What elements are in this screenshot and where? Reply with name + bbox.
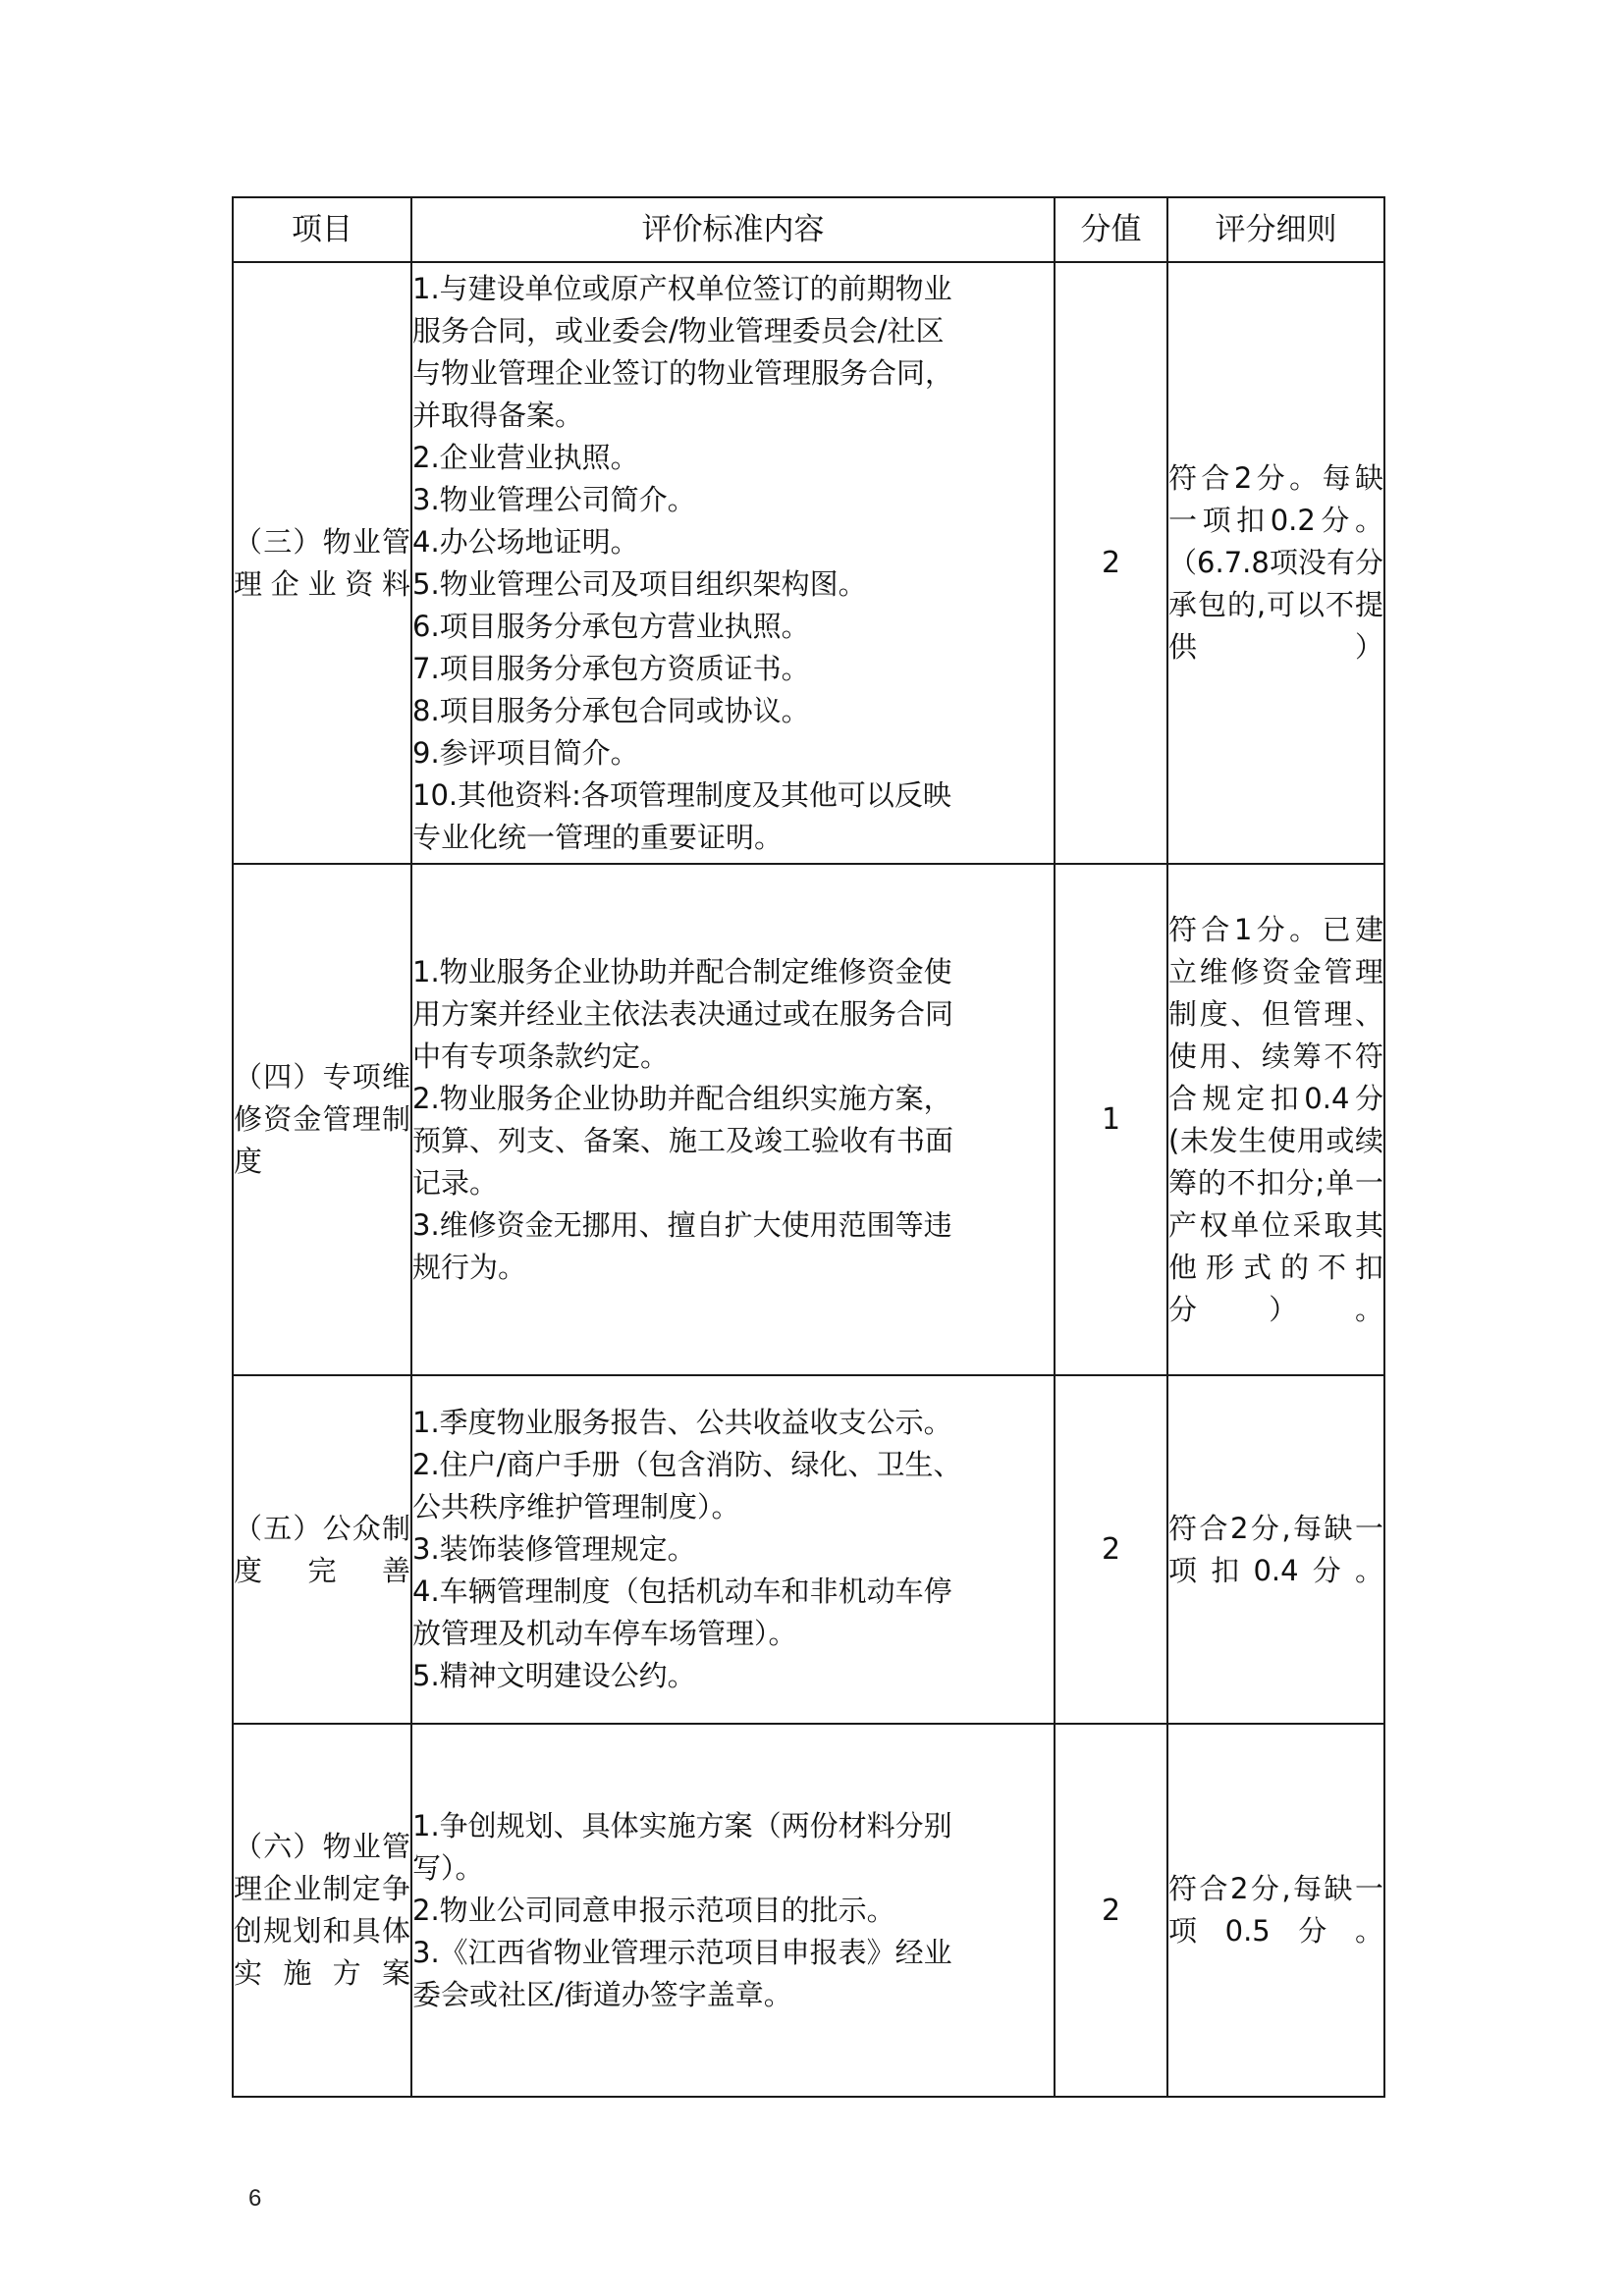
criteria-line: 8.项目服务分承包合同或协议。 [412, 693, 810, 727]
header-item: 项目 [233, 197, 411, 262]
criteria-line: 3.装饰装修管理规定。 [412, 1532, 696, 1566]
score-cell: 2 [1055, 262, 1167, 864]
criteria-line: 用方案并经业主依法表决通过或在服务合同 [412, 996, 954, 1031]
criteria-line: 3.物业管理公司简介。 [412, 482, 696, 516]
criteria-cell [411, 864, 1055, 1375]
item-cell [233, 864, 411, 1375]
table-row [233, 262, 1384, 864]
header-criteria: 评价标准内容 [411, 197, 1055, 262]
criteria-cell [411, 1724, 1055, 2097]
criteria-line: 记录。 [412, 1165, 499, 1200]
criteria-line: 并取得备案。 [412, 398, 584, 432]
criteria-line: 1.季度物业服务报告、公共收益收支公示。 [412, 1406, 952, 1439]
evaluation-table [232, 196, 1385, 2098]
rule-text: 符合2分。每缺一项扣0.2分。（6.7.8项没有分承包的,可以不提供） [1168, 461, 1383, 664]
criteria-line: 7.项目服务分承包方资质证书。 [412, 651, 810, 685]
header-rules: 评分细则 [1167, 197, 1384, 262]
criteria-line: 服务合同，或业委会/物业管理委员会/社区 [412, 313, 945, 347]
table-header-row [233, 197, 1384, 262]
page-number: 6 [248, 2185, 262, 2212]
criteria-line: 2.企业营业执照。 [412, 440, 639, 474]
criteria-line: 预算、列支、备案、施工及竣工验收有书面 [412, 1123, 954, 1157]
header-score: 分值 [1055, 197, 1167, 262]
criteria-line: 公共秩序维护管理制度）。 [412, 1490, 740, 1523]
criteria-line: 放管理及机动车停车场管理）。 [412, 1617, 797, 1650]
criteria-line: 4.办公场地证明。 [412, 524, 639, 559]
item-label: （六）物业管理企业制定争创规划和具体实施方案 [234, 1830, 410, 1990]
criteria-line: 2.物业服务企业协助并配合组织实施方案， [412, 1081, 952, 1115]
criteria-line: 2.物业公司同意申报示范项目的批示。 [412, 1893, 895, 1927]
score-cell: 1 [1055, 864, 1167, 1375]
criteria-cell [411, 1375, 1055, 1724]
criteria-line: 2.住户/商户手册（包含消防、绿化、卫生、 [412, 1448, 962, 1481]
criteria-line: 中有专项条款约定。 [412, 1039, 670, 1073]
criteria-line: 1.物业服务企业协助并配合制定维修资金使 [412, 954, 952, 988]
criteria-line: 6.项目服务分承包方营业执照。 [412, 609, 810, 643]
criteria-line: 5.精神文明建设公约。 [412, 1659, 696, 1692]
criteria-line: 写）。 [412, 1850, 484, 1885]
rule-cell [1167, 864, 1384, 1375]
item-label: （四）专项维修资金管理制度 [234, 1060, 410, 1178]
rule-cell [1167, 262, 1384, 864]
criteria-line: 3.《江西省物业管理示范项目申报表》经业 [412, 1935, 952, 1969]
table-row [233, 1375, 1384, 1724]
item-cell [233, 262, 411, 864]
criteria-line: 委会或社区/街道办签字盖章。 [412, 1977, 792, 2011]
table-row [233, 1724, 1384, 2097]
score-cell: 2 [1055, 1375, 1167, 1724]
rule-cell [1167, 1375, 1384, 1724]
criteria-line: 1.与建设单位或原产权单位签订的前期物业 [412, 271, 952, 305]
criteria-line: 规行为。 [412, 1250, 527, 1284]
item-label: （五）公众制度完善 [234, 1511, 410, 1587]
criteria-line: 专业化统一管理的重要证明。 [412, 820, 784, 854]
criteria-line: 9.参评项目简介。 [412, 735, 639, 770]
criteria-line: 与物业管理企业签订的物业管理服务合同， [412, 355, 954, 390]
criteria-line: 5.物业管理公司及项目组织架构图。 [412, 566, 867, 601]
rule-text: 符合1分。已建立维修资金管理制度、但管理、使用、续筹不符合规定扣0.4分(未发生使用或续筹的不扣分;单一产权单位采取其他形式的不扣分）。 [1168, 912, 1383, 1326]
criteria-line: 10.其他资料:各项管理制度及其他可以反映 [412, 777, 951, 812]
criteria-line: 4.车辆管理制度（包括机动车和非机动车停 [412, 1575, 952, 1608]
rule-cell [1167, 1724, 1384, 2097]
rule-text: 符合2分,每缺一项扣0.4分。 [1168, 1511, 1383, 1587]
table-row [233, 864, 1384, 1375]
score-cell: 2 [1055, 1724, 1167, 2097]
criteria-line: 3.维修资金无挪用、擅自扩大使用范围等违 [412, 1207, 952, 1242]
item-cell [233, 1724, 411, 2097]
rule-text: 符合2分,每缺一项0.5分。 [1168, 1872, 1383, 1948]
criteria-cell [411, 262, 1055, 864]
item-label: （三）物业管理企业资料 [234, 524, 410, 601]
item-cell [233, 1375, 411, 1724]
criteria-line: 1.争创规划、具体实施方案（两份材料分别 [412, 1808, 952, 1842]
